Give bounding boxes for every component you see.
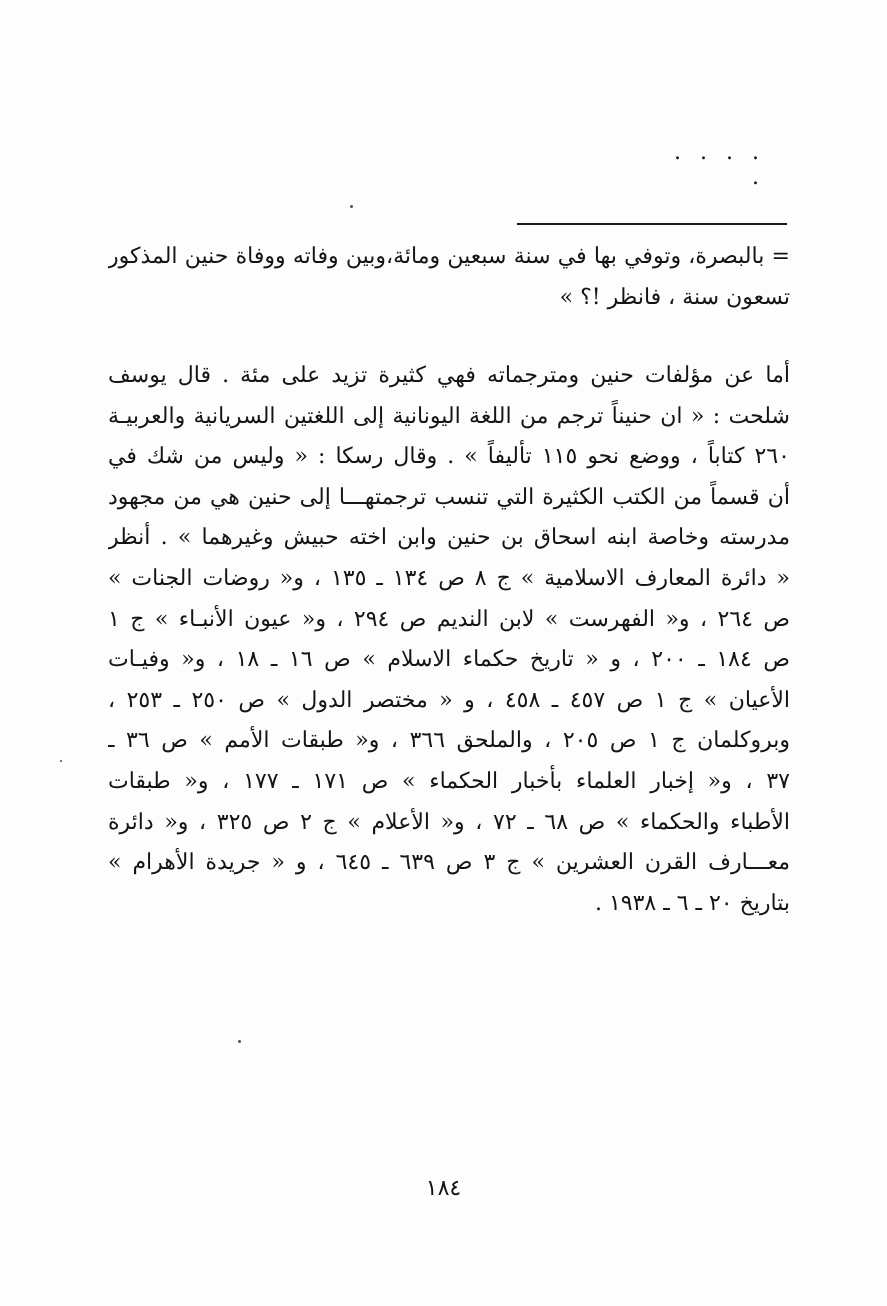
paragraph-line: الأعيان » ج ١ ص ٤٥٧ ـ ٤٥٨ ، و « مختصر الدول » ص ٢٥٠ ـ ٢٥٣ ، — [108, 687, 790, 713]
footnote-line: تسعون سنة ، فانظر !؟ » — [559, 285, 790, 310]
paragraph-line: أما عن مؤلفات حنين ومترجماته فهي كثيرة تزيد على مئة . قال يوسف — [108, 363, 790, 388]
page-number: ١٨٤ — [425, 1176, 462, 1201]
paragraph-line: « دائرة المعارف الاسلامية » ج ٨ ص ١٣٤ ـ ١٣٥ ، و« روضات الجنات » — [108, 565, 790, 591]
paragraph-line: أن قسماً من الكتب الكثيرة التي تنسب ترجمتهـــا إلى حنين هي من مجهود — [108, 484, 790, 510]
paragraph-line: مدرسته وخاصة ابنه اسحاق بن حنين وابن اخته حبيش وغيرهما » . أنظر — [108, 525, 790, 551]
footnote-separator — [517, 223, 787, 225]
paragraph-line: الأطباء والحكماء » ص ٦٨ ـ ٧٢ ، و« الأعلام » ج ٢ ص ٣٢٥ ، و« دائرة — [108, 809, 790, 835]
paragraph-line: وبروكلمان ج ١ ص ٢٠٥ ، والملحق ٣٦٦ ، و« طبقات الأمم » ص ٣٦ ـ — [108, 728, 790, 754]
footnote-block — [108, 236, 790, 318]
print-speck — [60, 760, 62, 762]
print-speck — [238, 1040, 241, 1043]
paragraph-line: ص ٢٦٤ ، و« الفهرست » لابن النديم ص ٢٩٤ ، و« عيون الأنبـاء » ج ١ — [108, 606, 790, 632]
paragraph-line: ٢٦٠ كتاباً ، ووضع نحو ١١٥ تأليفاً » . وقال رسكا : « وليس من شك في — [108, 444, 790, 470]
paragraph-line: بتاريخ ٢٠ ـ ٦ ـ ١٩٣٨ . — [594, 890, 790, 916]
footnote-line: = بالبصرة، وتوفي بها في سنة سبعين ومائة،وبين وفاته ووفاة حنين المذكور — [108, 244, 790, 269]
paragraph-line: معـــارف القرن العشرين » ج ٣ ص ٦٣٩ ـ ٦٤٥ ، و « جريدة الأهرام » — [108, 850, 790, 876]
main-paragraph — [108, 356, 790, 924]
paragraph-line: ٣٧ ، و« إخبار العلماء بأخبار الحكماء » ص ١٧١ ـ ١٧٧ ، و« طبقات — [108, 768, 790, 794]
paragraph-line: ص ١٨٤ ـ ٢٠٠ ، و « تاريخ حكماء الاسلام » ص ١٦ ـ ١٨ ، و« وفيـات — [108, 647, 790, 673]
paragraph-line: شلحت : « ان حنيناً ترجم من اللغة اليونانية إلى اللغتين السريانية والعربيـة — [108, 403, 790, 429]
ellipsis-dots: . . . . . — [674, 140, 765, 190]
print-speck — [350, 205, 353, 208]
